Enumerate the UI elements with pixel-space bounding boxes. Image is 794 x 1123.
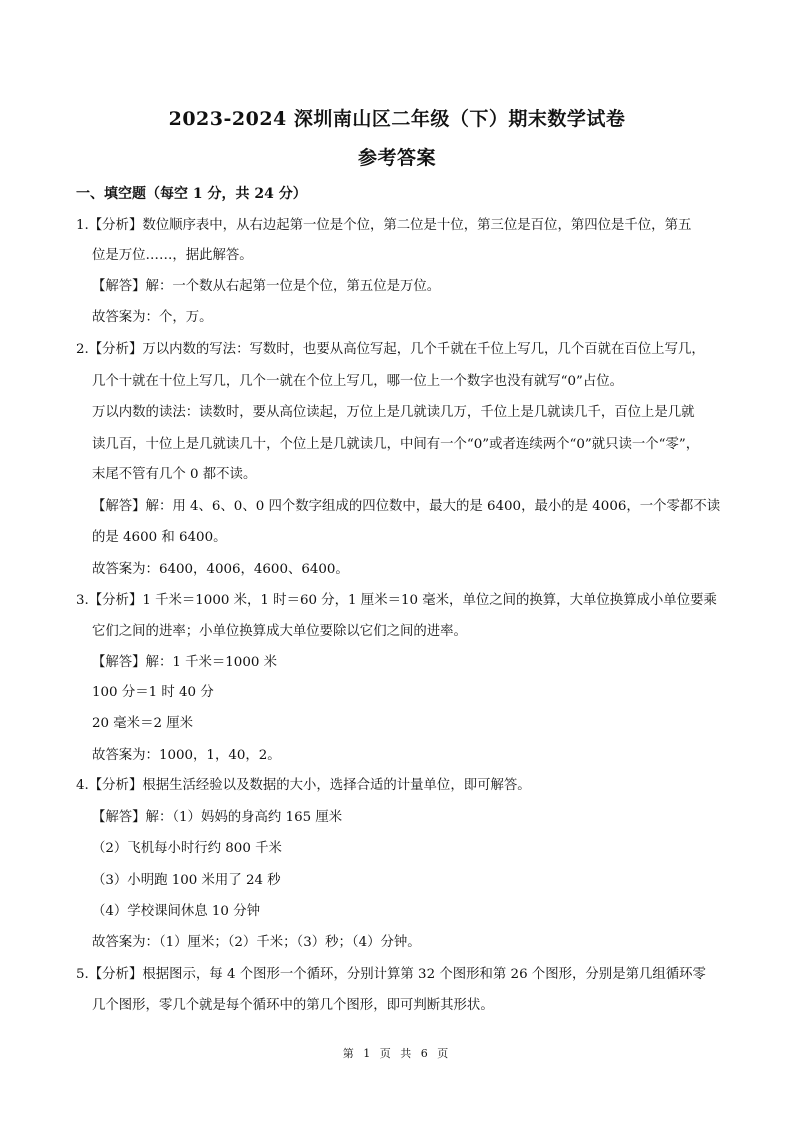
document-title: 2023-2024 深圳南山区二年级（下）期末数学试卷 [168,108,626,130]
document-subtitle: 参考答案 [357,147,436,169]
q2-analysis-line3: 万以内数的读法：读数时，要从高位读起，万位上是几就读几万，千位上是几就读几千，百位上是几就 [92,405,695,420]
page-footer: 第 1 页 共 6 页 [342,1047,452,1060]
q4-solution-line1: 【解答】解：（1）妈妈的身高约 165 厘米 [92,810,343,825]
q2-answer: 故答案为：6400，4006，4600、6400。 [92,562,349,577]
q4-solution-line2: （2）飞机每小时行约 800 千米 [92,841,282,856]
q5-analysis-line1: 5.【分析】根据图示，每 4 个图形一个循环，分别计算第 32 个图形和第 26 个图形，分别是第几组循环零 [76,967,706,982]
q2-solution-line1: 【解答】解：用 4、6、0、0 四个数字组成的四位数中，最大的是 6400，最小的是 4006，一个零都不读 [92,499,721,514]
q1-answer: 故答案为：个，万。 [92,310,213,325]
q3-answer: 故答案为：1000，1，40，2。 [92,748,281,763]
q3-solution-line2: 100 分＝1 时 40 分 [92,685,214,700]
q4-solution-line4: （4）学校课间休息 10 分钟 [92,904,260,919]
q1-solution: 【解答】解：一个数从右起第一位是个位，第五位是万位。 [92,279,441,294]
q4-solution-line3: （3）小明跑 100 米用了 24 秒 [92,873,281,888]
q3-analysis-line1: 3.【分析】1 千米＝1000 米，1 时＝60 分，1 厘米＝10 毫米，单位之间的换算，大单位换算成小单位要乘 [76,593,717,608]
q4-analysis: 4.【分析】根据生活经验以及数据的大小，选择合适的计量单位，即可解答。 [76,778,531,793]
q2-analysis-line5: 末尾不管有几个 0 都不读。 [92,467,257,482]
q3-analysis-line2: 它们之间的进率；小单位换算成大单位要除以它们之间的进率。 [92,624,467,639]
section-heading: 一、填空题（每空 1 分，共 24 分） [76,186,307,202]
q5-analysis-line2: 几个图形，零几个就是每个循环中的第几个图形，即可判断其形状。 [92,998,494,1013]
q1-analysis-line1: 1.【分析】数位顺序表中，从右边起第一位是个位，第二位是十位，第三位是百位，第四位是千位，第五 [76,218,692,233]
q4-answer: 故答案为：（1）厘米；（2）千米；（3）秒；（4）分钟。 [92,935,421,950]
q3-solution-line1: 【解答】解：1 千米＝1000 米 [92,655,278,670]
q2-solution-line2: 的是 4600 和 6400。 [92,530,227,545]
q3-solution-line3: 20 毫米＝2 厘米 [92,716,194,731]
q2-analysis-line4: 读几百，十位上是几就读几十，个位上是几就读几，中间有一个“0”或者连续两个“0”就只读一个“零”， [92,437,700,452]
q2-analysis-line1: 2.【分析】万以内数的写法：写数时，也要从高位写起，几个千就在千位上写几，几个百就在百位上写几， [76,342,705,357]
q1-analysis-line2: 位是万位……，据此解答。 [92,248,253,263]
q2-analysis-line2: 几个十就在十位上写几，几个一就在个位上写几，哪一位上一个数字也没有就写“0”占位。 [92,374,624,389]
